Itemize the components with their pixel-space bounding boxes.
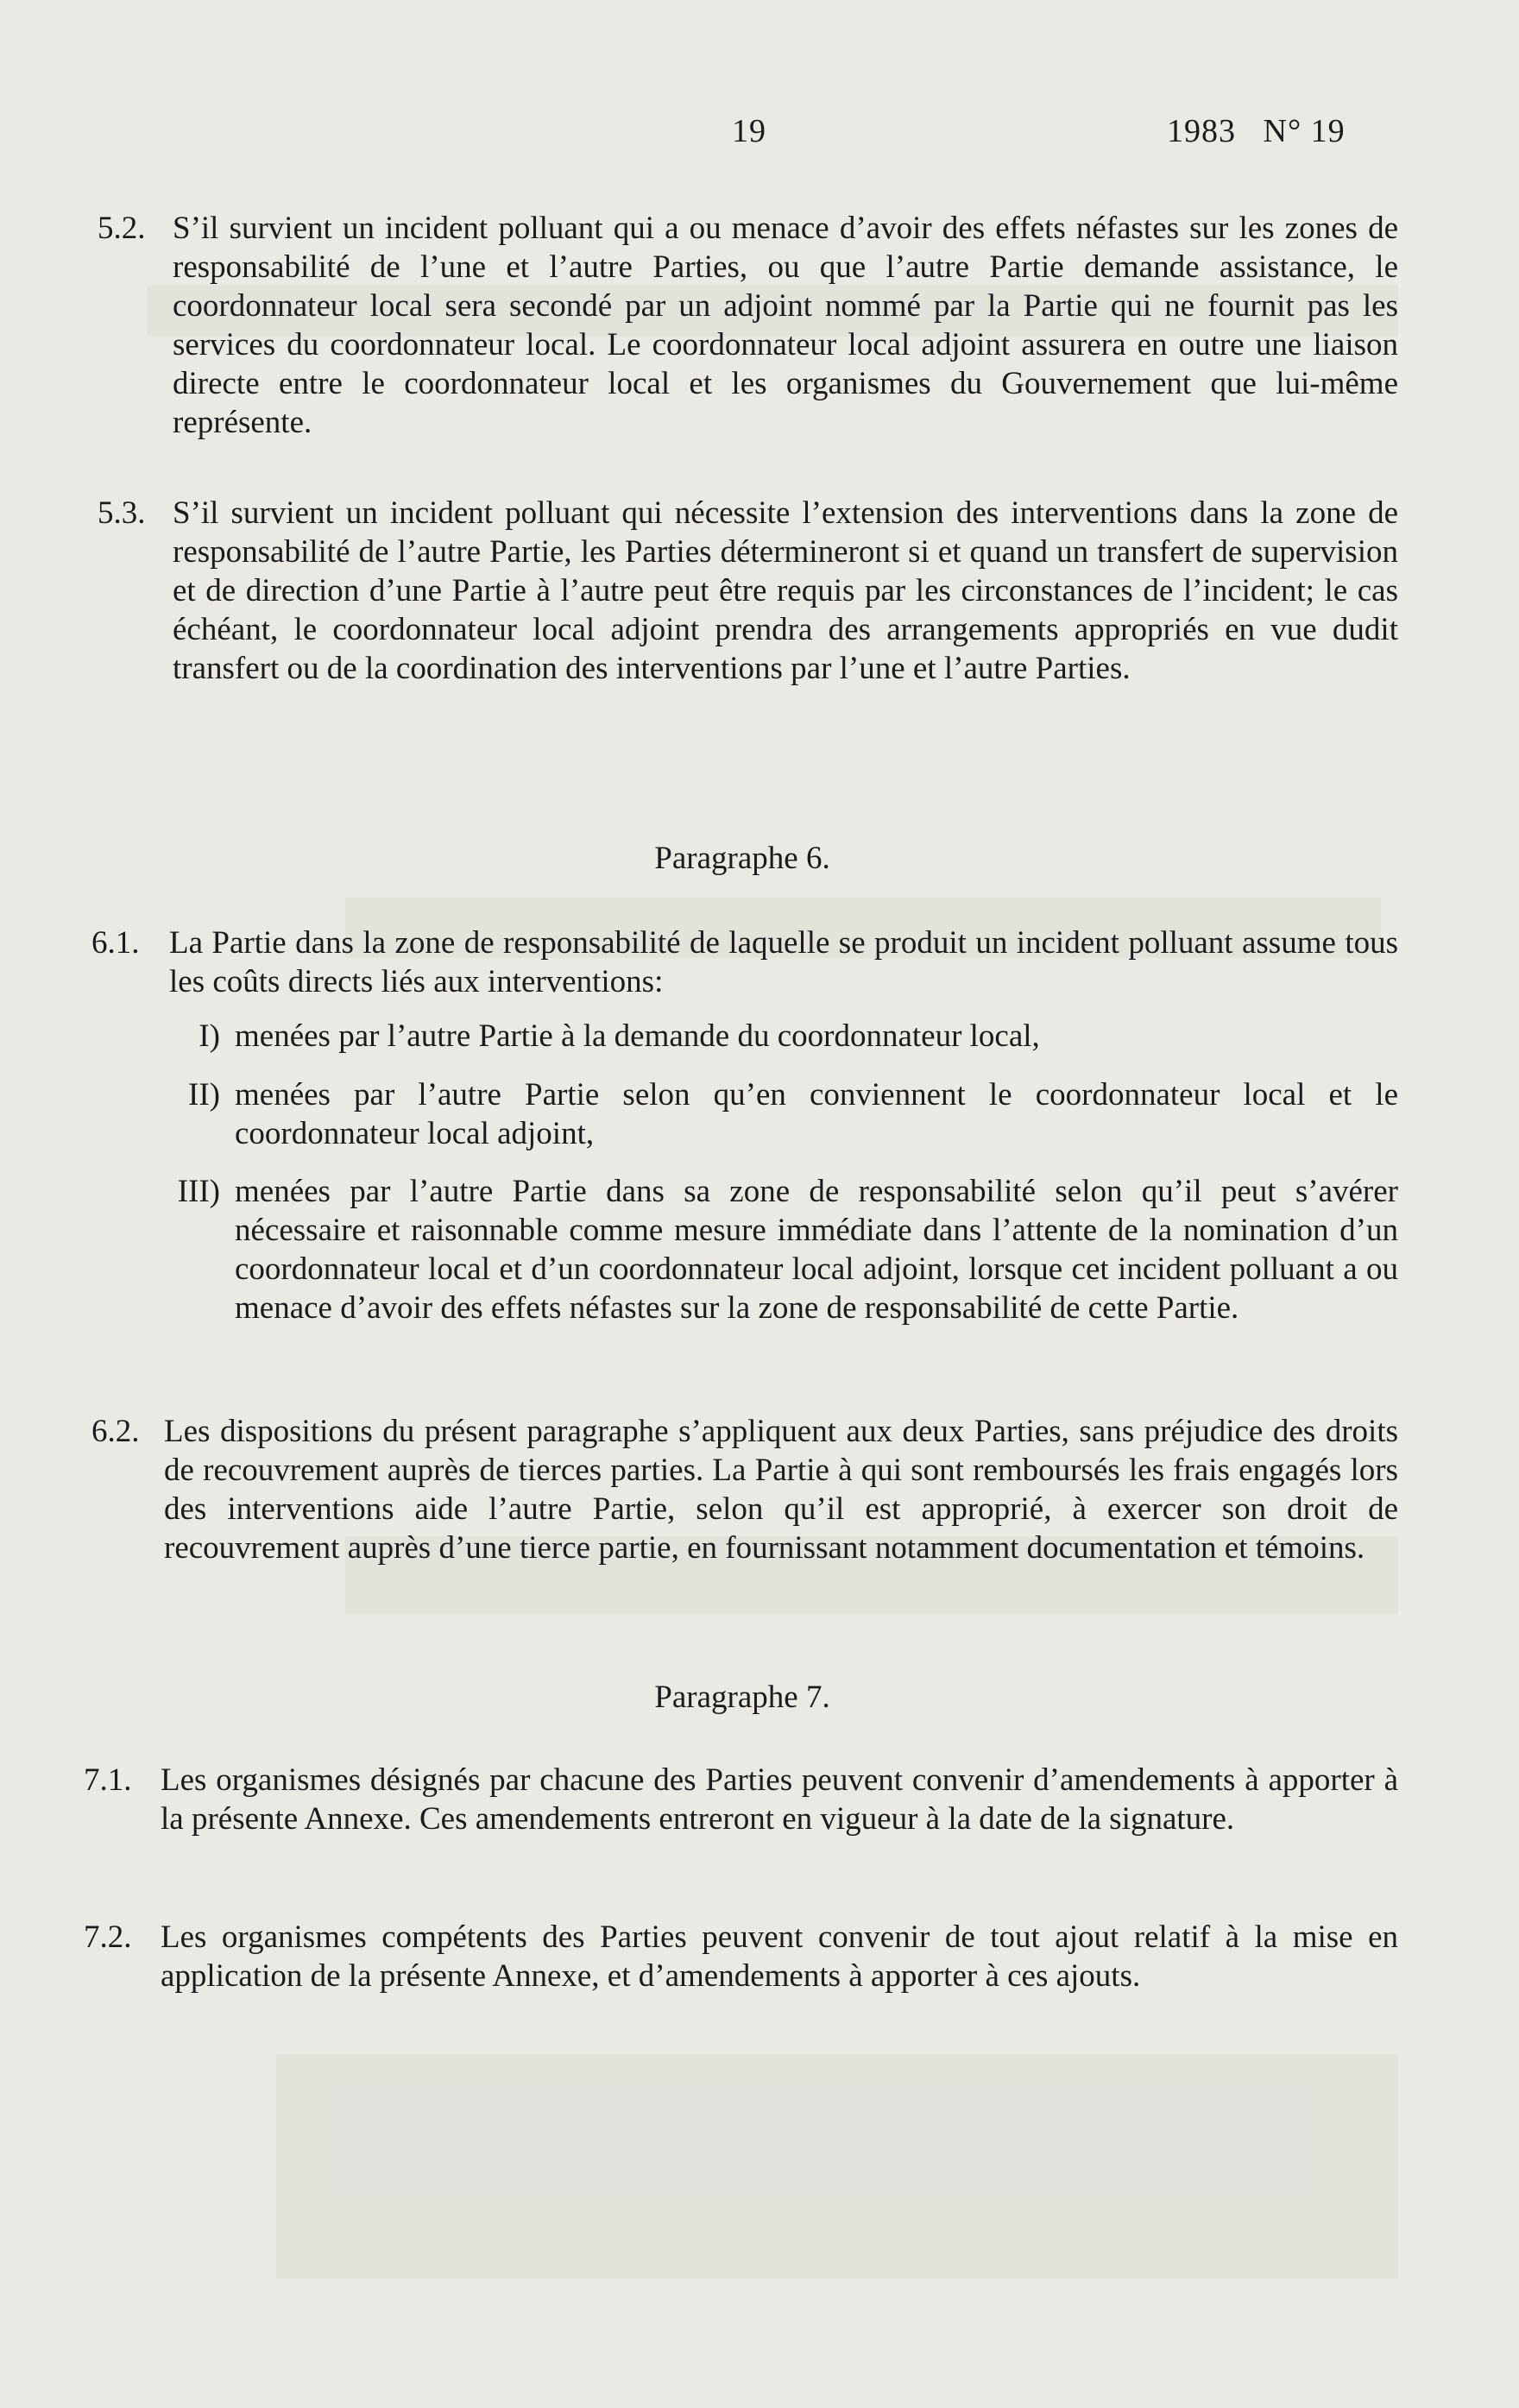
section-number-6-1: 6.1. — [91, 925, 140, 961]
section-number-5-2: 5.2. — [98, 211, 146, 246]
paragraph-7-heading: Paragraphe 7. — [654, 1680, 830, 1715]
list-item-text: menées par l’autre Partie à la demande du coordonnateur local, — [235, 1018, 1040, 1054]
section-number-6-2: 6.2. — [91, 1414, 140, 1449]
section-number-7-2: 7.2. — [84, 1919, 132, 1955]
section-text-6-1: La Partie dans la zone de responsabilité de laquelle se produit un incident polluant assume tous les coûts directs liés aux interventions: — [169, 925, 1398, 999]
section-number-5-3: 5.3. — [98, 495, 146, 531]
section-text-5-2: S’il survient un incident polluant qui a ou menace d’avoir des effets néfastes sur les zones de responsabilité de l’une et l’autre Parties, ou que l’autre Partie demande assistance, le coordonnateur local sera secondé par un adjoint nommé par la Partie qui ne fournit pas les services du coordonnateur local. Le coordonnateur local adjoint assurera en outre une liaison directe entre le coordonnateur local et les organismes du Gouvernement que lui-même représente. — [173, 211, 1398, 440]
list-item-label: I) — [199, 1018, 220, 1054]
list-item-label: II) — [188, 1077, 220, 1113]
section-text-5-3: S’il survient un incident polluant qui nécessite l’extension des interventions dans la zone de responsabilité de l’autre Partie, les Parties détermineront si et quand un transfert de supervision et de direction d’une Partie à l’autre peut être requis par les circonstances de l’incident; le cas échéant, le coordonnateur local adjoint prendra des arrangements appropriés en vue dudit transfert ou de la coordination des interventions par l’une et l’autre Parties. — [173, 495, 1398, 686]
list-item-text: menées par l’autre Partie dans sa zone de responsabilité selon qu’il peut s’avérer nécessaire et raisonnable comme mesure immédiate dans l’attente de la nomination d’un coordonnateur local et d’un coordonnateur local adjoint, lorsque cet incident polluant a ou menace d’avoir des effets néfastes sur la zone de responsabilité de cette Partie. — [235, 1174, 1398, 1326]
list-item-text: menées par l’autre Partie selon qu’en conviennent le coordonnateur local et le coordonnateur local adjoint, — [235, 1077, 1398, 1151]
paragraph-6-heading: Paragraphe 6. — [654, 841, 830, 876]
section-text-7-2: Les organismes compétents des Parties peuvent convenir de tout ajout relatif à la mise en application de la présente Annexe, et d’amendements à apporter à ces ajouts. — [161, 1919, 1398, 1994]
section-text-7-1: Les organismes désignés par chacune des Parties peuvent convenir d’amendements à apporter à la présente Annexe. Ces amendements entreront en vigueur à la date de la signature. — [161, 1762, 1398, 1837]
bleed-through-mark — [276, 2054, 1398, 2279]
page-number: 19 — [732, 113, 766, 149]
list-item-label: III) — [177, 1174, 220, 1209]
document-reference: 1983 N° 19 — [1167, 113, 1346, 149]
section-number-7-1: 7.1. — [84, 1762, 132, 1798]
section-text-6-2: Les dispositions du présent paragraphe s’appliquent aux deux Parties, sans préjudice des droits de recouvrement auprès de tierces parties. La Partie à qui sont remboursés les frais engagés lors des interventions aide l’autre Partie, selon qu’il est approprié, à exercer son droit de recouvrement auprès d’une tierce partie, en fournissant notamment documentation et témoins. — [164, 1414, 1398, 1566]
